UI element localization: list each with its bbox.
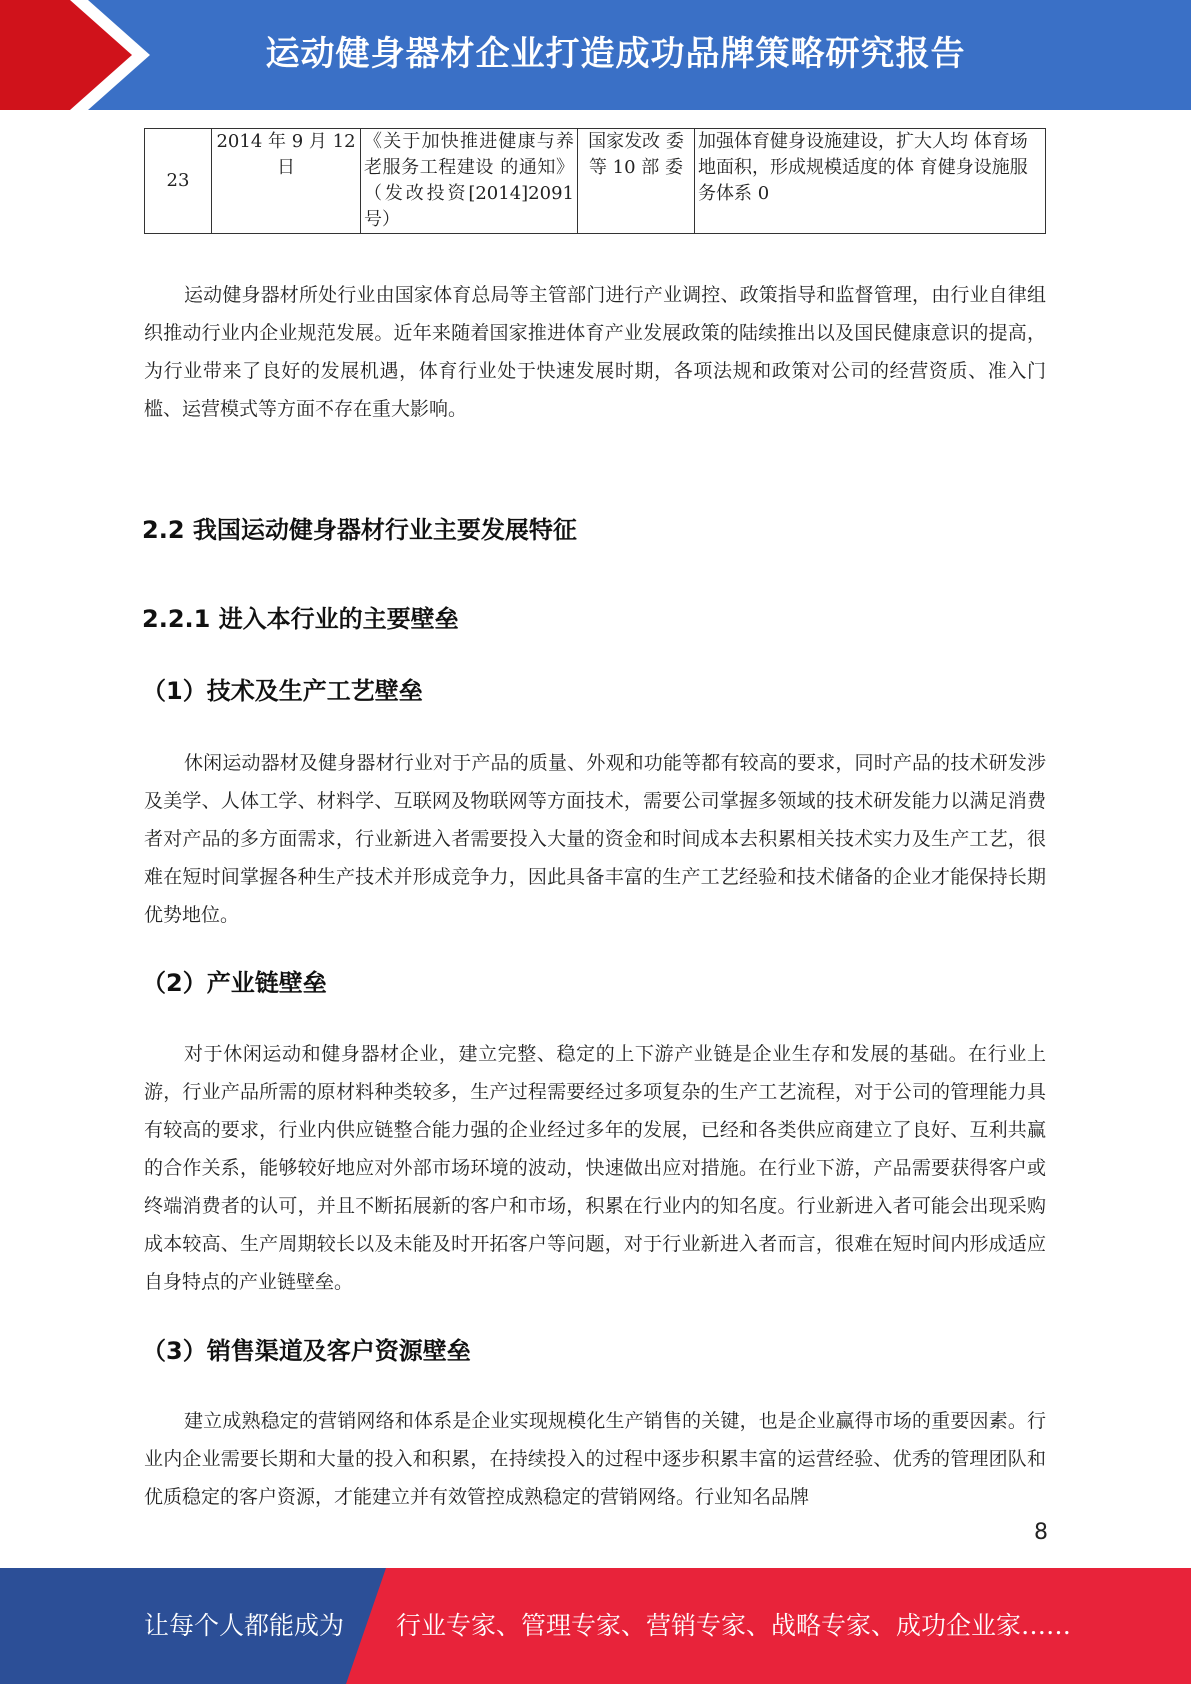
- policy-table: [144, 128, 1046, 234]
- cell-department: 国家发改 委等 10 部 委: [578, 129, 695, 234]
- paragraph-sales: 建立成熟稳定的营销网络和体系是企业实现规模化生产销售的关键，也是企业赢得市场的重要因素。行业内企业需要长期和大量的投入和积累，在持续投入的过程中逐步积累丰富的运营经验、优秀的管理团队和优质稳定的客户资源，才能建立并有效管控成熟稳定的营销网络。行业知名品牌: [144, 1410, 1046, 1508]
- item-heading-tech: （1）技术及生产工艺壁垒: [142, 677, 423, 705]
- section-heading: 2.2 我国运动健身器材行业主要发展特征: [142, 516, 577, 544]
- paragraph-chain: 对于休闲运动和健身器材企业，建立完整、稳定的上下游产业链是企业生存和发展的基础。在行业上游，行业产品所需的原材料种类较多，生产过程需要经过多项复杂的生产工艺流程，对于公司的管理能力具有较高的要求，行业内供应链整合能力强的企业经过多年的发展，已经和各类供应商建立了良好、互利共赢的合作关系，能够较好地应对外部市场环境的波动，快速做出应对措施。在行业下游，产品需要获得客户或终端消费者的认可，并且不断拓展新的客户和市场，积累在行业内的知名度。行业新进入者可能会出现采购成本较高、生产周期较长以及未能及时开拓客户等问题，对于行业新进入者而言，很难在短时间内形成适应自身特点的产业链壁垒。: [144, 1043, 1046, 1293]
- subsection-heading: 2.2.1 进入本行业的主要壁垒: [142, 605, 459, 633]
- footer-slogan-right: 行业专家、管理专家、营销专家、战略专家、成功企业家……: [396, 1611, 1072, 1640]
- page-number: 8: [1034, 1520, 1048, 1545]
- cell-content: 加强体育健身设施建设，扩大人均 体育场地面积，形成规模适度的体 育健身设施服务体系 0: [695, 129, 1046, 234]
- item-heading-sales: （3）销售渠道及客户资源壁垒: [142, 1337, 471, 1365]
- page-footer: [0, 1568, 1191, 1684]
- table-row: [145, 129, 1046, 234]
- paragraph-intro: 运动健身器材所处行业由国家体育总局等主管部门进行产业调控、政策指导和监督管理，由行业自律组织推动行业内企业规范发展。近年来随着国家推进体育产业发展政策的陆续推出以及国民健康意识的提高，为行业带来了良好的发展机遇，体育行业处于快速发展时期，各项法规和政策对公司的经营资质、准入门槛、运营模式等方面不存在重大影响。: [144, 284, 1046, 420]
- cell-document: 《关于加快推进健康与养老服务工程建设 的通知》（发改投资[2014]2091 号）: [361, 129, 578, 234]
- item-heading-chain: （2）产业链壁垒: [142, 969, 327, 997]
- footer-slogan-left: 让每个人都能成为: [144, 1611, 345, 1640]
- page-header: [0, 0, 1191, 110]
- report-title: 运动健身器材企业打造成功品牌策略研究报告: [265, 34, 966, 74]
- cell-no: 23: [145, 129, 212, 234]
- paragraph-tech: 休闲运动器材及健身器材行业对于产品的质量、外观和功能等都有较高的要求，同时产品的技术研发涉及美学、人体工学、材料学、互联网及物联网等方面技术，需要公司掌握多领域的技术研发能力以满足消费者对产品的多方面需求，行业新进入者需要投入大量的资金和时间成本去积累相关技术实力及生产工艺，很难在短时间掌握各种生产技术并形成竞争力，因此具备丰富的生产工艺经验和技术储备的企业才能保持长期优势地位。: [144, 752, 1046, 926]
- cell-date: 2014 年 9 月 12 日: [212, 129, 361, 234]
